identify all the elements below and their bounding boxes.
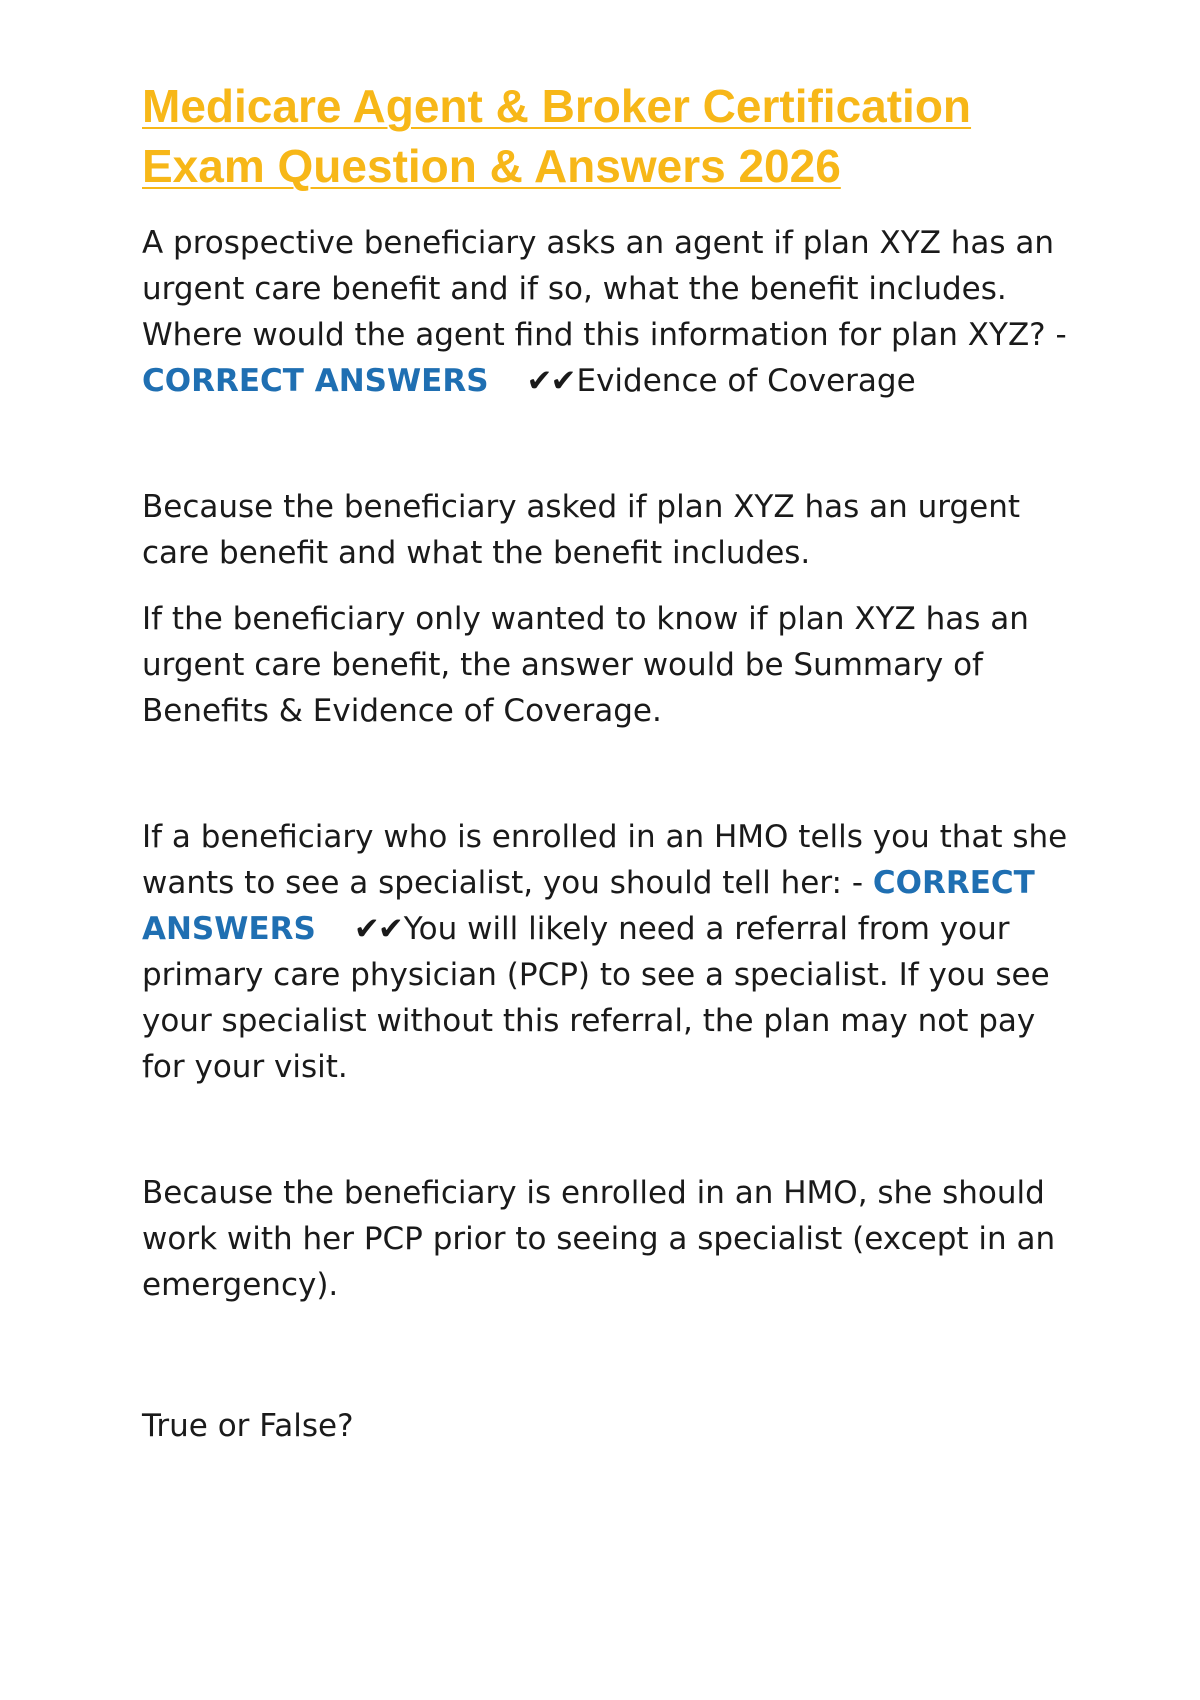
trailing-question: True or False? bbox=[142, 1408, 354, 1444]
spacer bbox=[142, 1308, 1082, 1403]
spacer bbox=[142, 576, 1082, 596]
qa-2-block bbox=[142, 814, 1082, 1090]
double-check-icon: ✔✔ bbox=[526, 363, 575, 399]
document-content bbox=[142, 76, 1082, 1449]
qa-2-answer-tag: CORRECT ANSWERS bbox=[142, 865, 1035, 947]
qa-1-explanation-1: Because the beneficiary asked if plan XYZ has an urgent care benefit and what the benefit includes. bbox=[142, 489, 1021, 571]
qa-1-answer-tag: CORRECT ANSWERS bbox=[142, 363, 489, 399]
spacer bbox=[142, 1090, 1082, 1170]
qa-1-block bbox=[142, 220, 1082, 404]
spacer bbox=[142, 734, 1082, 814]
spacer bbox=[142, 404, 1082, 484]
document-title: Medicare Agent & Broker Certification Exam Question & Answers 2026 bbox=[142, 80, 972, 192]
qa-2-explanation-1: Because the beneficiary is enrolled in an HMO, she should work with her PCP prior to seeing a specialist (except in an emergency). bbox=[142, 1175, 1056, 1303]
qa-1-explanation-2: If the beneficiary only wanted to know if plan XYZ has an urgent care benefit, the answer would be Summary of Benefits & Evidence of Coverage. bbox=[142, 601, 1029, 729]
qa-2-answer: You will likely need a referral from your primary care physician (PCP) to see a specialist. If you see your specialist without this referral, the plan may not pay for your visit. bbox=[142, 911, 1050, 1085]
qa-1-question: A prospective beneficiary asks an agent if plan XYZ has an urgent care benefit and if so, what the benefit includes. Where would the agent find this information for plan XYZ? - bbox=[142, 225, 1067, 353]
qa-2-question: If a beneficiary who is enrolled in an HMO tells you that she wants to see a specialist, you should tell her: - bbox=[142, 819, 1068, 901]
double-check-icon: ✔✔ bbox=[353, 911, 402, 947]
qa-1-answer: Evidence of Coverage bbox=[576, 363, 916, 399]
